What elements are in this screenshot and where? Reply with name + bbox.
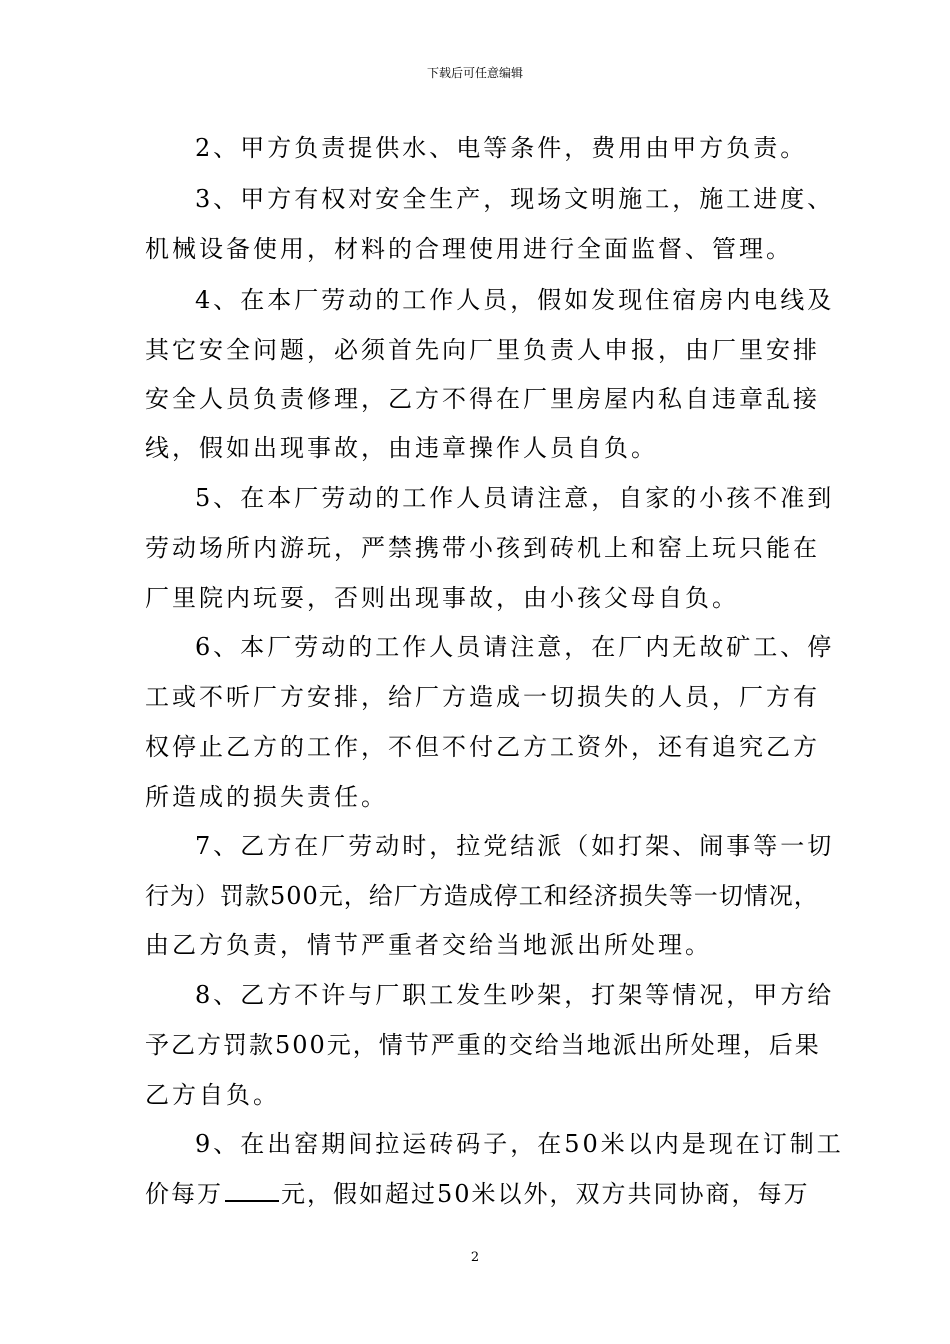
text-line: 3、甲方有权对安全生产，现场文明施工，施工进度、 (195, 185, 835, 213)
text-line: 2、甲方负责提供水、电等条件，费用由甲方负责。 (195, 134, 808, 162)
text-line: 乙方自负。 (145, 1081, 280, 1109)
text-line: 5、在本厂劳动的工作人员请注意，自家的小孩不准到 (195, 484, 835, 512)
text-line: 予乙方罚款500元，情节严重的交给当地派出所处理，后果 (145, 1031, 821, 1059)
text-line: 机械设备使用，材料的合理使用进行全面监督、管理。 (145, 235, 793, 263)
text-line: 9、在出窑期间拉运砖码子，在50米以内是现在订制工 (195, 1130, 844, 1158)
text-segment: 元，假如超过50米以外，双方共同协商，每万 (281, 1180, 810, 1208)
fill-in-blank (225, 1180, 279, 1202)
text-line: 6、本厂劳动的工作人员请注意，在厂内无故矿工、停 (195, 633, 835, 661)
text-line: 工或不听厂方安排，给厂方造成一切损失的人员，厂方有 (145, 683, 820, 711)
page-header: 下载后可任意编辑 (426, 66, 523, 80)
text-line: 8、乙方不许与厂职工发生吵架，打架等情况，甲方给 (195, 981, 835, 1009)
page-number: 2 (470, 1250, 480, 1265)
text-line: 由乙方负责，情节严重者交给当地派出所处理。 (145, 931, 712, 959)
text-line-with-blank (145, 1179, 810, 1209)
text-line: 所造成的损失责任。 (145, 783, 388, 811)
text-line: 4、在本厂劳动的工作人员，假如发现住宿房内电线及 (195, 286, 835, 314)
text-line: 其它安全问题，必须首先向厂里负责人申报，由厂里安排 (145, 336, 820, 364)
text-line: 线，假如出现事故，由违章操作人员自负。 (145, 434, 658, 462)
text-segment: 价每万 (145, 1180, 223, 1208)
text-line: 安全人员负责修理，乙方不得在厂里房屋内私自违章乱接 (145, 385, 820, 413)
text-line: 厂里院内玩耍，否则出现事故，由小孩父母自负。 (145, 584, 739, 612)
text-line: 劳动场所内游玩，严禁携带小孩到砖机上和窑上玩只能在 (145, 534, 820, 562)
text-line: 行为）罚款500元，给厂方造成停工和经济损失等一切情况， (145, 882, 819, 910)
text-line: 权停止乙方的工作，不但不付乙方工资外，还有追究乙方 (145, 733, 820, 761)
text-line: 7、乙方在厂劳动时，拉党结派（如打架、闹事等一切 (195, 832, 835, 860)
